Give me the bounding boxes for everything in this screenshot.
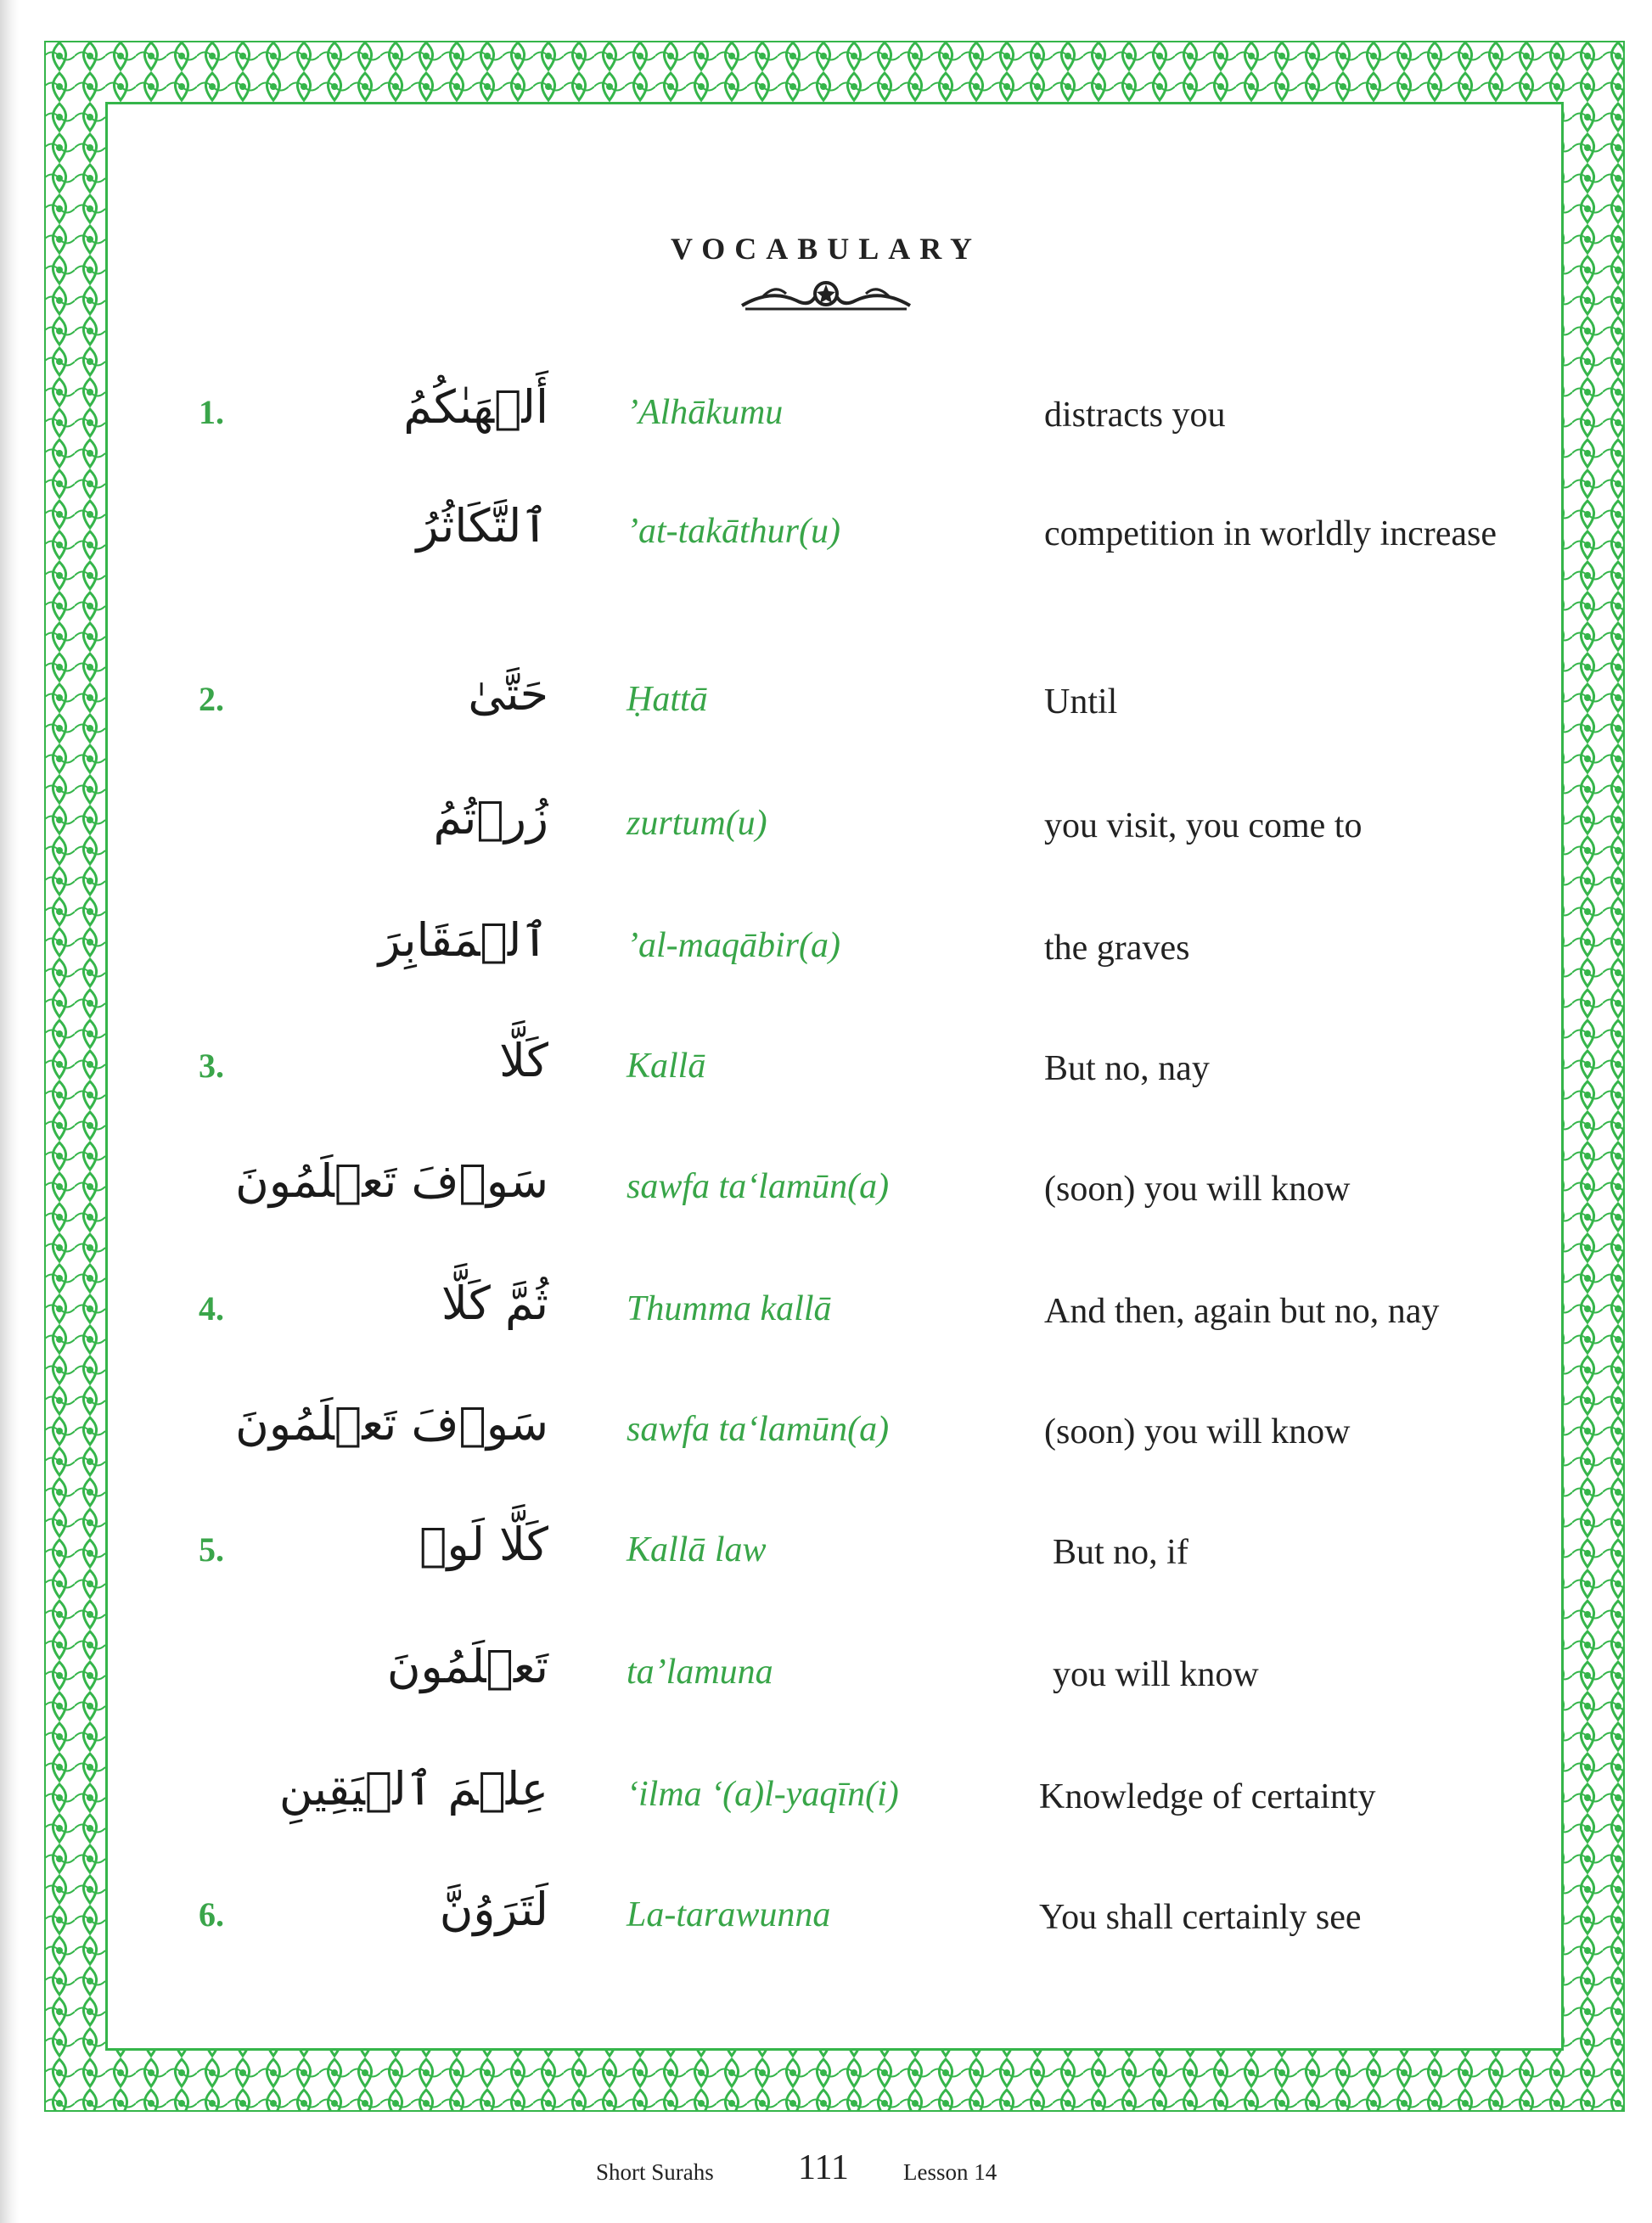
arabic-word: تَعۡلَمُونَ [386,1640,548,1693]
meaning: (soon) you will know [1044,1412,1351,1451]
meaning: (soon) you will know [1044,1170,1351,1209]
entry-number: 4. [199,1289,224,1328]
arabic-word: عِلۡمَ ٱلۡيَقِينِ [278,1762,548,1816]
meaning: distracts you [1044,396,1226,435]
entry-number: 5. [199,1530,224,1569]
flourish-ornament-icon [737,272,915,316]
transliteration: ’at-takāthur(u) [627,512,840,551]
meaning: Knowledge of certainty [1039,1777,1376,1816]
arabic-word: لَتَرَوُنَّ [439,1883,548,1936]
entry-number: 6. [199,1895,224,1934]
meaning: you will know [1053,1655,1259,1694]
vocab-row [0,913,1652,1027]
vocab-row [0,380,1652,494]
page-title: VOCABULARY [670,232,982,266]
meaning: Until [1044,682,1118,721]
transliteration: sawfa ta‘lamūn(a) [627,1167,890,1206]
meaning: the graves [1044,929,1190,968]
transliteration: Kallā law [627,1530,767,1569]
vocab-row [0,1883,1652,1996]
arabic-word: ٱلۡمَقَابِرَ [378,913,548,967]
vocab-row [0,667,1652,781]
arabic-word: ثُمَّ كَلَّا [441,1277,548,1330]
meaning: But no, nay [1044,1049,1210,1088]
arabic-word: ٱلتَّكَاثُرُ [416,499,548,553]
arabic-word: أَلۡهَىٰكُمُ [403,380,548,434]
vocab-row [0,1518,1652,1631]
page-number: 111 [798,2148,849,2187]
vocab-row [0,1397,1652,1511]
entry-number: 3. [199,1047,224,1085]
transliteration: Ḥattā [627,680,708,719]
transliteration: Thumma kallā [627,1289,832,1328]
transliteration: ta’lamuna [627,1653,773,1692]
transliteration: ’Alhākumu [627,393,784,432]
vocab-row [0,1277,1652,1390]
transliteration: sawfa ta‘lamūn(a) [627,1410,890,1449]
arabic-word: كَلَّا [499,1034,548,1087]
meaning: competition in worldly increase [1044,514,1497,553]
arabic-word: كَلَّا لَوۡ [419,1518,548,1571]
entry-number: 1. [199,393,224,431]
transliteration: La-tarawunna [627,1895,831,1934]
arabic-word: حَتَّىٰ [468,667,548,721]
arabic-word: سَوۡفَ تَعۡلَمُونَ [235,1154,548,1208]
transliteration: ‘ilma ‘(a)l-yaqīn(i) [627,1775,899,1814]
lesson-label: Lesson 14 [903,2159,997,2185]
book-title: Short Surahs [596,2159,714,2185]
entry-number: 2. [199,680,224,718]
meaning: you visit, you come to [1044,806,1363,845]
transliteration: ’al-maqābir(a) [627,926,840,965]
arabic-word: زُرۡتُمُ [433,791,548,845]
vocab-row [0,1762,1652,1876]
vocab-row [0,499,1652,613]
arabic-word: سَوۡفَ تَعۡلَمُونَ [235,1397,548,1451]
meaning: And then, again but no, nay [1044,1292,1440,1331]
vocab-row [0,1034,1652,1148]
vocab-row [0,791,1652,905]
vocab-row [0,1154,1652,1268]
transliteration: Kallā [627,1047,706,1086]
transliteration: zurtum(u) [627,804,767,843]
meaning: You shall certainly see [1039,1898,1362,1937]
meaning: But no, if [1053,1533,1188,1572]
page-footer [0,2147,1652,2198]
vocab-row [0,1640,1652,1754]
